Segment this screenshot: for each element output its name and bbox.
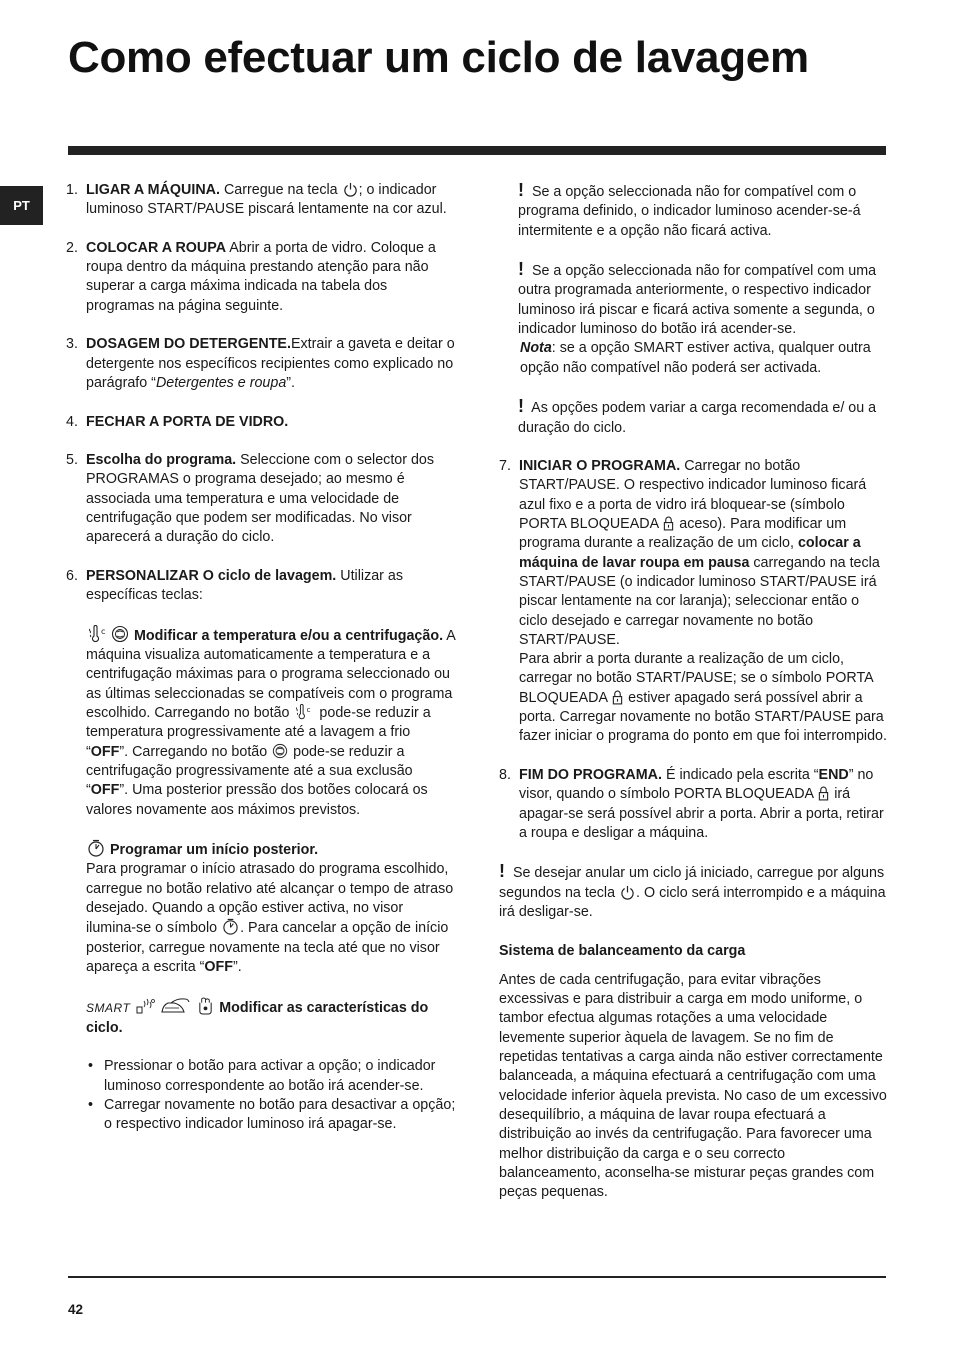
power-icon xyxy=(620,885,635,900)
step-6: 6. PERSONALIZAR O ciclo de lavagem. Utilizar as específicas teclas: Modificar a temperatura e/ou a centrifugação. A máquina visualiza automaticamente a temperatura e a centrifugação máximas para o programa seleccionado ou as últimas seleccionadas se compatíveis com o programa escolhido. Carregando no botão pode-se reduzir a temperatura progressivamente até a lavagem a frio “OFF”. Carregando no botão pode-se reduzir a centrifugação progressivamente até a sua exclusão “OFF”. Uma posterior pressão dos botões colocará os valores novamente aos máximos previstos. Programar um início posterior. Para programar o início atrasado do programa escolhido, carregue no botão relativo até alcançar o tempo de atraso desejado. Quando a opção estiver activa, no visor ilumina-se o símbolo . Para cancelar a opção de início posterior, carregue novamente na tecla até que no visor apareça a escrita “OFF”. SMART Modificar as características do ciclo. • Pressionar o botão para activar a opção; o indicador luminoso correspondente ao botão irá acender-se. • Carregar novamente no botão para desactivar a opção; o respectivo indicador luminoso irá apagar-se. xyxy=(66,567,456,1135)
power-icon xyxy=(343,182,358,197)
step-title: FIM DO PROGRAMA. xyxy=(519,766,662,783)
top-divider xyxy=(68,146,886,155)
warning-2: ! Se a opção seleccionada não for compatível com uma outra programada anteriormente, o respectivo indicador luminoso irá piscar e ficará activa somente a segunda, o indicador luminoso do botão irá acender-se. Nota: se a opção SMART estiver activa, qualquer outra opção não compatível não poderá ser activada. xyxy=(518,260,887,378)
step-8: 8. FIM DO PROGRAMA. É indicado pela escrita “END” no visor, quando o símbolo PORTA BLOQUEADA irá apagar-se será possível abrir a porta. Abrir a porta, retirar a roupa e desligar a máquina. xyxy=(499,766,884,841)
balance-text: Antes de cada centrifugação, para evitar vibrações excessivas e para distribuir a carga em modo uniforme, o tambor efectua algumas rotações a uma velocidade levemente superior àquela de lavagem. Se no fim de repetidas tentativas a carga ainda não estiver correctamente balanceada, a máquina efectuará a centrifugação com uma velocidade inferior àquela prevista. No caso de um excessivo desequilíbrio, a máquina de lavar roupa efectuará a distribuição ao invés da centrifugação. Para favorecer uma melhor distribuição da carga e o seu correcto balanceamento, aconselha-se misturar peças grandes com peças pequenas. xyxy=(499,971,887,1201)
page-number: 42 xyxy=(68,1302,84,1317)
delay-start-icon xyxy=(87,839,105,857)
page-title: Como efectuar um ciclo de lavagem xyxy=(68,33,809,82)
door-lock-icon xyxy=(818,786,829,801)
step-title: DOSAGEM DO DETERGENTE. xyxy=(86,336,291,353)
step-7: 7. INICIAR O PROGRAMA. Carregar no botão START/PAUSE. O respectivo indicador luminoso ficará azul fixo e a porta de vidro irá bloquear-se (símbolo PORTA BLOQUEADA aceso). Para modificar um programa durante a realização de um ciclo, colocar a máquina de lavar roupa em pausa carregando na tecla START/PAUSE (o indicador luminoso START/PAUSE irá piscar lentamente na cor laranja); seleccionar então o ciclo desejado e carregar novamente no botão START/PAUSE. Para abrir a porta durante a realização de um ciclo, carregar no botão START/PAUSE; se o símbolo PORTA BLOQUEADA estiver apagado será possível abrir a porta. Carregar novamente no botão START/PAUSE para fazer iniciar o programa do ponto em que foi interrompido. xyxy=(499,458,887,745)
options-section: SMART Modificar as características do ciclo. xyxy=(86,996,456,1038)
list-item: • Pressionar o botão para activar a opção; o indicador luminoso correspondente ao botão irá acender-se. xyxy=(88,1058,436,1094)
note: Nota: se a opção SMART estiver activa, qualquer outra opção não compatível não poderá ser activada. xyxy=(520,340,871,376)
stain-icon xyxy=(197,996,214,1015)
step-title: COLOCAR A ROUPA xyxy=(86,239,227,256)
warning-3: ! As opções podem variar a carga recomendada e/ ou a duração do ciclo. xyxy=(518,396,877,436)
door-lock-icon xyxy=(612,690,623,705)
temperature-spin-section: Modificar a temperatura e/ou a centrifugação. A máquina visualiza automaticamente a temperatura e a centrifugação máximas para o programa seleccionado ou as últimas seleccionadas se compatíveis com o programa escolhido. Carregando no botão pode-se reduzir a temperatura progressivamente até a lavagem a frio “OFF”. Carregando no botão pode-se reduzir a centrifugação progressivamente até a sua exclusão “OFF”. Uma posterior pressão dos botões colocará os valores novamente aos máximos previstos. xyxy=(86,625,456,820)
rinse-icon xyxy=(135,997,157,1015)
right-column xyxy=(499,181,887,1202)
temperature-icon xyxy=(294,704,314,720)
left-column xyxy=(66,181,456,1154)
step-title: LIGAR A MÁQUINA. xyxy=(86,182,220,198)
delay-start-section: Programar um início posterior. Para programar o início atrasado do programa escolhido, carregue no botão relativo até alcançar o tempo de atraso desejado. Quando a opção estiver activa, no visor ilumina-se o símbolo . Para cancelar a opção de início posterior, carregue novamente na tecla até que no visor apareça a escrita “OFF”. xyxy=(86,839,456,977)
door-lock-icon xyxy=(663,516,674,531)
step-4: 4. FECHAR A PORTA DE VIDRO. xyxy=(66,413,289,430)
spin-icon xyxy=(272,743,288,759)
warning-icon: ! xyxy=(518,396,524,417)
step-title: Escolha do programa. xyxy=(86,452,237,469)
language-tab: PT xyxy=(0,186,43,225)
step-title: PERSONALIZAR O ciclo de lavagem. xyxy=(86,567,337,584)
temperature-icon xyxy=(87,625,109,643)
delay-start-icon xyxy=(222,918,239,935)
step-1: 1. LIGAR A MÁQUINA. Carregue na tecla ; o indicador luminoso START/PAUSE piscará lentamente na cor azul. xyxy=(66,182,447,218)
warning-icon: ! xyxy=(518,259,524,280)
smart-icon: SMART xyxy=(86,1001,131,1016)
step-5: 5. Escolha do programa. Seleccione com o selector dos PROGRAMAS o programa desejado; ao mesmo é associada uma temperatura e uma velocidade de centrifugação que podem ser modificadas. No visor aparecerá a duração do ciclo. xyxy=(66,452,435,546)
spin-icon xyxy=(111,625,129,643)
balance-heading: Sistema de balanceamento da carga xyxy=(499,942,746,959)
step-2: 2. COLOCAR A ROUPA Abrir a porta de vidro. Coloque a roupa dentro da máquina prestando atenção para não superar a carga máxima indicada na tabela dos programas na página seguinte. xyxy=(66,239,436,314)
warning-1: ! Se a opção seleccionada não for compatível com o programa definido, o indicador luminoso acender-se-á intermitente e a opção não ficará activa. xyxy=(518,180,861,239)
step-title: FECHAR A PORTA DE VIDRO. xyxy=(86,413,289,430)
iron-icon xyxy=(159,997,191,1015)
warning-icon: ! xyxy=(518,180,524,200)
list-item: • Carregar novamente no botão para desactivar a opção; o respectivo indicador luminoso irá apagar-se. xyxy=(88,1096,456,1133)
options-bullet-list xyxy=(86,1057,456,1134)
warning-4: ! Se desejar anular um ciclo já iniciado, carregue por alguns segundos na tecla . O ciclo será interrompido e a máquina irá desligar-se. xyxy=(499,861,886,920)
bottom-divider xyxy=(68,1276,886,1278)
step-3: 3. DOSAGEM DO DETERGENTE.Extrair a gaveta e deitar o detergente nos específicos recipientes como explicado no parágrafo “Detergentes e roupa”. xyxy=(66,336,455,391)
step-title: INICIAR O PROGRAMA. xyxy=(519,458,681,475)
warning-icon: ! xyxy=(499,861,505,882)
